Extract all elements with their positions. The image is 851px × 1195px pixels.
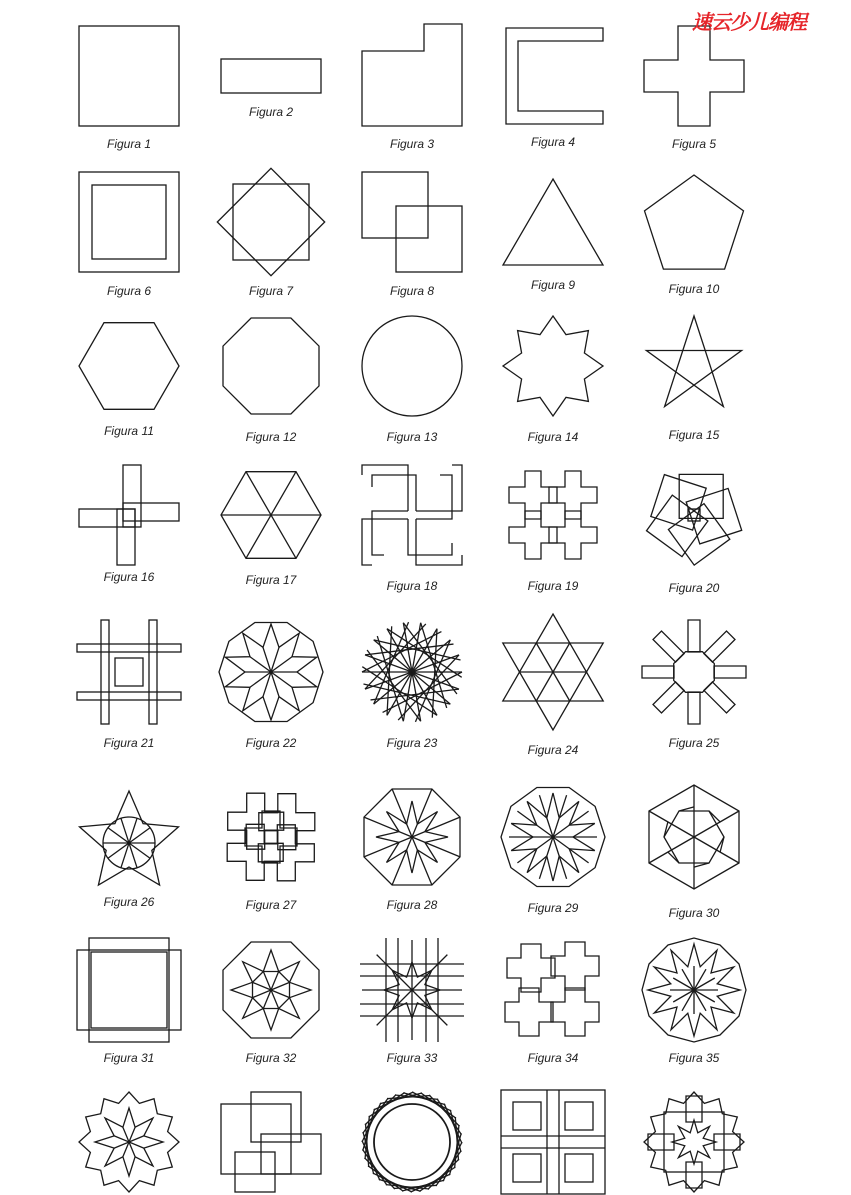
figure-39-grid-panels	[501, 1090, 605, 1194]
figure-label: Figura 10	[668, 282, 720, 296]
figure-6-square-frame	[79, 172, 179, 272]
figure-label: Figura 12	[245, 430, 297, 444]
figure-14-eight-point-star	[503, 316, 603, 416]
figure-label: Figura 29	[527, 901, 579, 915]
figure-label: Figura 16	[103, 570, 155, 584]
figure-25-octagon-arms	[642, 620, 746, 724]
figure-label: Figura 11	[104, 424, 154, 438]
figure-21-hash-bars	[77, 620, 181, 724]
figure-label: Figura 19	[527, 579, 579, 593]
figure-9-triangle	[503, 179, 603, 265]
figure-38-ring-triangles	[362, 1092, 462, 1192]
figure-28-octagon-pattern	[364, 789, 460, 885]
figure-17-divided-hexagon	[221, 472, 321, 559]
figure-label: Figura 5	[671, 137, 717, 151]
figure-2-rectangle	[221, 59, 321, 93]
figure-label: Figura 23	[386, 736, 438, 750]
figure-13-circle	[362, 316, 462, 416]
figure-7-two-rotated-squares	[217, 168, 324, 275]
figure-label: Figura 33	[386, 1051, 438, 1065]
figure-label: Figura 9	[530, 278, 576, 292]
figure-29-decagon-rhombi	[501, 788, 605, 887]
figure-4-c-shape	[506, 28, 603, 124]
figure-12-octagon	[223, 318, 319, 414]
figure-40-square-mandala	[644, 1092, 744, 1192]
figure-label: Figura 4	[530, 135, 576, 149]
figure-20-rotated-squares	[647, 474, 742, 565]
figure-label: Figura 8	[389, 284, 435, 298]
figure-label: Figura 7	[248, 284, 294, 298]
figure-label: Figura 6	[106, 284, 152, 298]
figure-label: Figura 21	[103, 736, 155, 750]
figure-22-rosette	[219, 623, 323, 722]
figure-1-square	[79, 26, 179, 126]
figure-36-rosette-small	[79, 1092, 179, 1192]
figure-label: Figura 17	[245, 573, 297, 587]
figure-label: Figura 13	[386, 430, 438, 444]
figure-label: Figura 35	[668, 1051, 720, 1065]
figure-label: Figura 26	[103, 895, 155, 909]
figure-15-pentagram	[646, 316, 741, 407]
figure-26-star-pattern	[80, 791, 179, 885]
figure-label: Figura 27	[245, 898, 297, 912]
figure-31-offset-squares	[77, 938, 181, 1042]
figure-label: Figura 1	[106, 137, 152, 151]
figure-label: Figura 20	[668, 581, 720, 595]
figure-8-overlapping-squares	[362, 172, 462, 272]
figure-label: Figura 22	[245, 736, 297, 750]
watermark-logo	[692, 6, 822, 42]
figure-label: Figura 34	[527, 1051, 579, 1065]
figure-19-four-crosses	[509, 471, 597, 559]
figure-label: Figura 15	[668, 428, 720, 442]
figure-label: Figura 31	[103, 1051, 155, 1065]
figure-label: Figura 18	[386, 579, 438, 593]
figure-30-hexagon-cubes	[649, 785, 739, 889]
figure-label: Figura 14	[527, 430, 579, 444]
figure-18-meander-cross	[362, 465, 462, 565]
figure-label: Figura 3	[389, 137, 435, 151]
figure-11-hexagon	[79, 323, 179, 410]
figure-33-lattice-star	[360, 938, 464, 1042]
figure-37-stacked-squares	[221, 1092, 321, 1192]
figure-3-notched-rectangle	[362, 24, 462, 126]
figure-label: Figura 28	[386, 898, 438, 912]
figure-27-cross-tessellation	[227, 793, 315, 881]
figure-23-star-burst	[362, 622, 462, 722]
figure-label: Figura 24	[527, 743, 579, 757]
figure-label: Figura 2	[248, 105, 294, 119]
watermark-text: 速云少儿编程	[692, 10, 806, 34]
figure-24-hexagram-grid	[503, 614, 603, 730]
figure-label: Figura 25	[668, 736, 720, 750]
figure-32-octagon-star	[223, 942, 319, 1038]
figure-label: Figura 32	[245, 1051, 297, 1065]
figure-10-pentagon	[645, 175, 744, 269]
figure-label: Figura 30	[668, 906, 720, 920]
figure-34-cross-pieces	[505, 942, 599, 1036]
figure-35-dodecagon-pattern	[642, 938, 746, 1042]
figure-16-pinwheel	[79, 465, 179, 565]
